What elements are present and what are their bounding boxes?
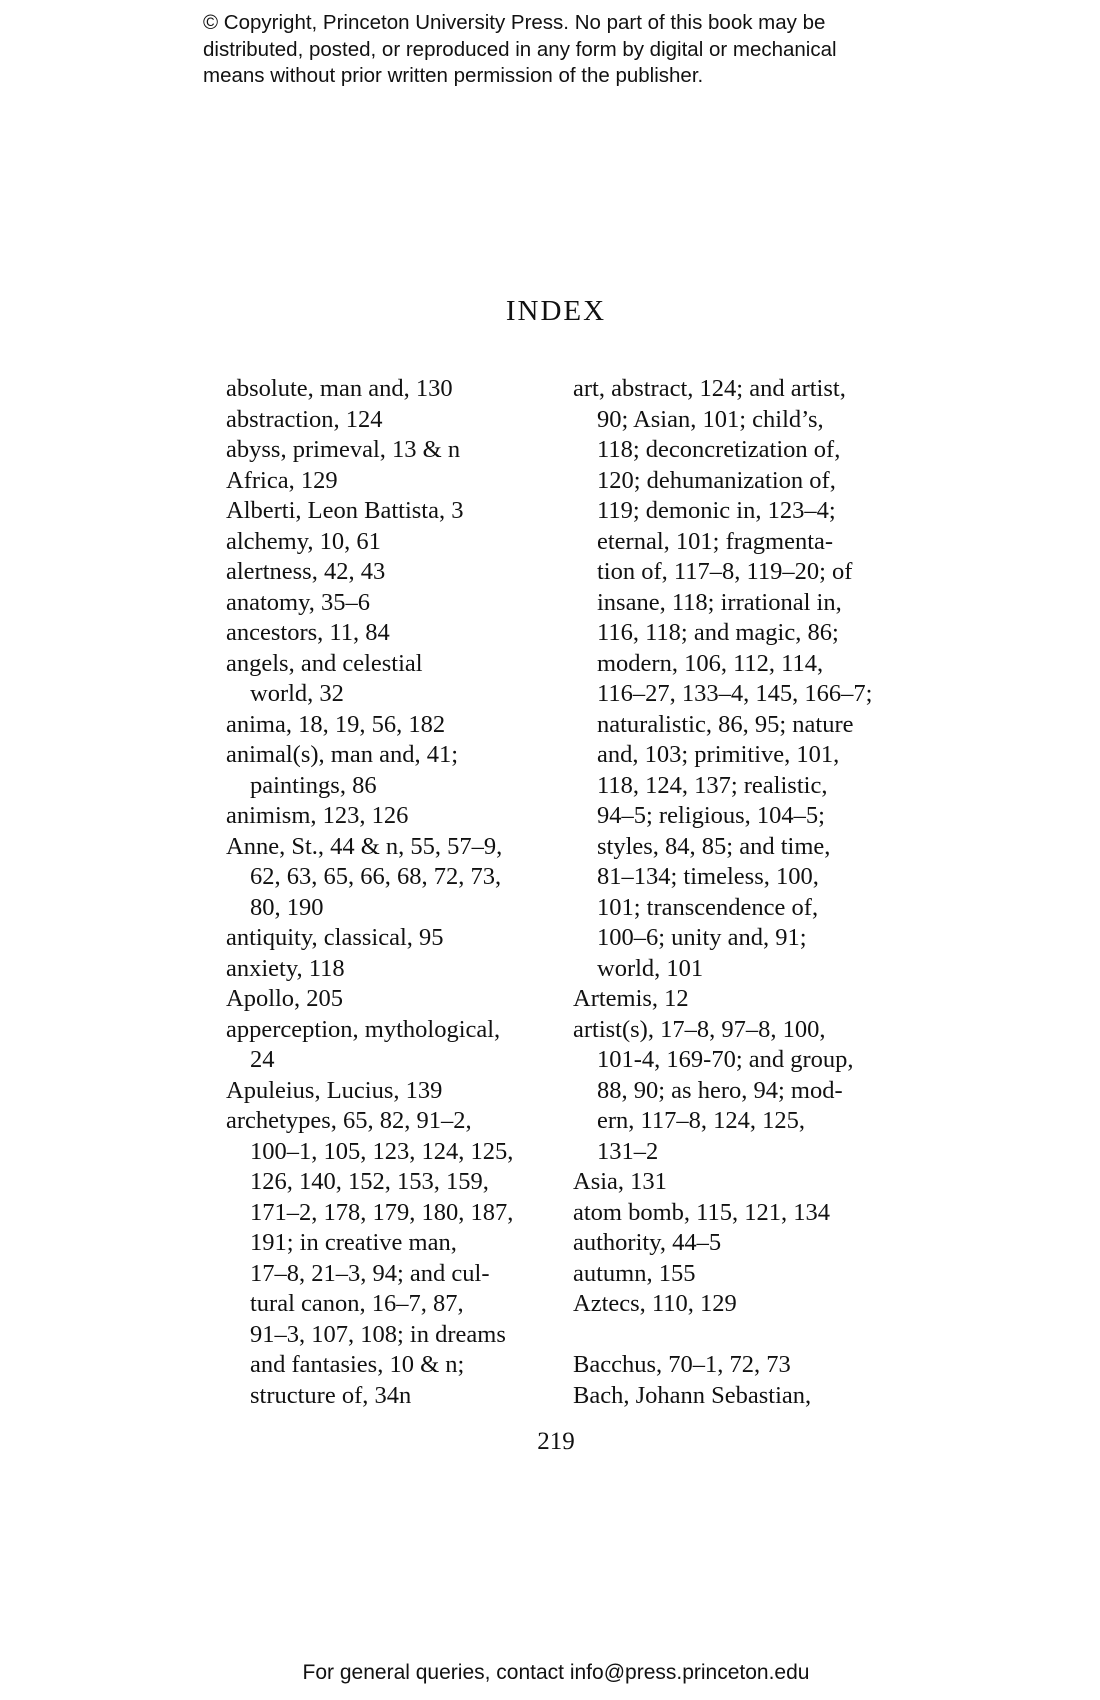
index-line: 118, 124, 137; realistic, bbox=[597, 771, 828, 799]
index-line: ancestors, 11, 84 bbox=[226, 619, 390, 646]
index-line: structure of, 34n bbox=[250, 1381, 412, 1409]
index-line: abyss, primeval, 13 & n bbox=[226, 436, 461, 463]
index-line: 116, 118; and magic, 86; bbox=[597, 619, 839, 646]
index-line: world, 32 bbox=[250, 680, 344, 707]
index-line: alchemy, 10, 61 bbox=[226, 527, 381, 555]
copyright-line: distributed, posted, or reproduced in any form by digital or mechanical bbox=[203, 37, 837, 61]
copyright-line: means without prior written permission of the publisher. bbox=[203, 64, 704, 87]
index-line: Apuleius, Lucius, 139 bbox=[226, 1076, 443, 1104]
index-line: Anne, St., 44 & n, 55, 57–9, bbox=[226, 832, 503, 860]
index-line: abstraction, 124 bbox=[226, 405, 383, 433]
index-line: 118; deconcretization of, bbox=[597, 436, 841, 463]
index-line: alertness, 42, 43 bbox=[226, 558, 386, 585]
index-line: absolute, man and, 130 bbox=[226, 375, 453, 402]
page-number: 219 bbox=[537, 1428, 575, 1455]
index-line: and, 103; primitive, 101, bbox=[597, 741, 840, 768]
index-line: angels, and celestial bbox=[226, 649, 423, 677]
index-line: Bach, Johann Sebastian, bbox=[573, 1381, 812, 1409]
index-line: 120; dehumanization of, bbox=[597, 466, 836, 494]
index-line: anima, 18, 19, 56, 182 bbox=[226, 710, 446, 738]
index-line: 24 bbox=[250, 1046, 275, 1073]
index-line: tion of, 117–8, 119–20; of bbox=[597, 558, 853, 585]
copyright-notice bbox=[203, 10, 923, 90]
index-line: Aztecs, 110, 129 bbox=[573, 1290, 737, 1317]
copyright-line: © Copyright, Princeton University Press. No part of this book may be bbox=[203, 11, 826, 34]
index-line: Artemis, 12 bbox=[573, 985, 689, 1012]
index-line: 62, 63, 65, 66, 68, 72, 73, bbox=[250, 863, 502, 890]
index-line: 81–134; timeless, 100, bbox=[597, 863, 819, 890]
index-line: tural canon, 16–7, 87, bbox=[250, 1290, 464, 1317]
index-line: Alberti, Leon Battista, 3 bbox=[226, 497, 464, 524]
index-line: world, 101 bbox=[597, 954, 704, 982]
index-line: 191; in creative man, bbox=[250, 1229, 457, 1256]
page-title: INDEX bbox=[505, 295, 607, 327]
index-line: 90; Asian, 101; child’s, bbox=[597, 405, 824, 433]
index-line: autumn, 155 bbox=[573, 1259, 696, 1287]
index-line: art, abstract, 124; and artist, bbox=[573, 375, 846, 402]
index-line: anxiety, 118 bbox=[226, 954, 345, 982]
index-line: apperception, mythological, bbox=[226, 1015, 501, 1043]
index-line: Africa, 129 bbox=[226, 466, 338, 494]
index-line: and fantasies, 10 & n; bbox=[250, 1351, 465, 1378]
index-line: 126, 140, 152, 153, 159, bbox=[250, 1168, 489, 1195]
index-line: modern, 106, 112, 114, bbox=[597, 649, 824, 677]
index-line: 116–27, 133–4, 145, 166–7; bbox=[597, 680, 873, 707]
index-line: ern, 117–8, 124, 125, bbox=[597, 1107, 805, 1134]
footer-contact: For general queries, contact info@press.princeton.edu bbox=[302, 1661, 810, 1684]
index-spacer bbox=[573, 1320, 903, 1351]
index-line: archetypes, 65, 82, 91–2, bbox=[226, 1107, 472, 1134]
index-line: 88, 90; as hero, 94; mod- bbox=[597, 1076, 843, 1104]
index-line: eternal, 101; fragmenta- bbox=[597, 527, 834, 555]
index-line: atom bomb, 115, 121, 134 bbox=[573, 1198, 831, 1226]
index-line: 91–3, 107, 108; in dreams bbox=[250, 1320, 506, 1348]
index-line: 171–2, 178, 179, 180, 187, bbox=[250, 1198, 514, 1226]
index-column-left bbox=[226, 374, 556, 1411]
index-line: Asia, 131 bbox=[573, 1168, 667, 1195]
index-line: insane, 118; irrational in, bbox=[597, 588, 842, 616]
index-line: 17–8, 21–3, 94; and cul- bbox=[250, 1259, 490, 1287]
index-line: 101; transcendence of, bbox=[597, 893, 819, 921]
index-line: 100–6; unity and, 91; bbox=[597, 924, 807, 951]
index-line: Apollo, 205 bbox=[226, 985, 344, 1012]
index-line: 80, 190 bbox=[250, 893, 324, 921]
index-line: animism, 123, 126 bbox=[226, 802, 409, 829]
index-line: 94–5; religious, 104–5; bbox=[597, 802, 825, 829]
index-line: 119; demonic in, 123–4; bbox=[597, 497, 836, 524]
index-line: animal(s), man and, 41; bbox=[226, 741, 459, 768]
index-line: 101-4, 169-70; and group, bbox=[597, 1046, 854, 1073]
index-line: antiquity, classical, 95 bbox=[226, 924, 444, 951]
index-line: naturalistic, 86, 95; nature bbox=[597, 710, 854, 738]
index-column-right bbox=[573, 374, 903, 1411]
index-line: anatomy, 35–6 bbox=[226, 588, 371, 616]
index-line: 131–2 bbox=[597, 1137, 659, 1165]
index-line: 100–1, 105, 123, 124, 125, bbox=[250, 1137, 514, 1165]
index-line: artist(s), 17–8, 97–8, 100, bbox=[573, 1015, 826, 1043]
index-line: authority, 44–5 bbox=[573, 1229, 722, 1256]
index-line: paintings, 86 bbox=[250, 771, 377, 799]
index-line: Bacchus, 70–1, 72, 73 bbox=[573, 1351, 791, 1378]
index-line: styles, 84, 85; and time, bbox=[597, 832, 831, 860]
